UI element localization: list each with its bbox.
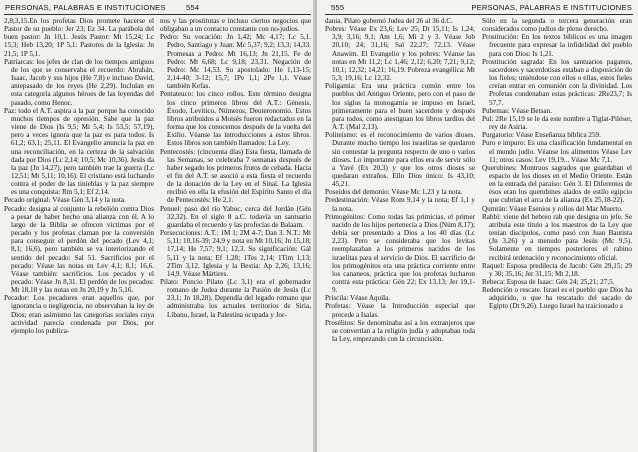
entry-text: 2,8;3,15.En los profetas Dios promete hacerse el Pastor de su pueblo: Jer 23; Ez 34. La parábola del buen pastor: Jn 10,1. Jesús Pastor: Mt 15,24; Lc 15,3; Heb 13,20; 1P 5,1: Pastores de la Iglesia: Jn 21,5; 1P 5,1. <box>4 17 154 58</box>
running-title: PERSONAS, PALABRAS E INSTITUCIONES <box>5 3 166 12</box>
entry-text: Politeísmo: es el reconocimiento de varios dioses. Durante mucho tiempo los israelitas se quedaron sin contestar la pregunta respecto de uno o varios dioses. Lo importante para ellos era de servir sólo a Yavé (Ex 20,3) y que los otros dioses se quedaran extraños. Ello Dios único: Is 43,10; 45,21. <box>325 131 475 189</box>
entry-text: Pentateuco: los cinco rollos. Este término designa los cinco primeros libros del A.T.: Génesis, Éxodo, Levítico, Números, Deuteronomio. Estos libros atribuidos a Moisés fueron redactados en la forma que los conocemos después de la vuelta del Exilio. Véanse las introducciones a estos libros. Estos libros son también llamados: La Ley. <box>160 90 311 148</box>
entry-text: Patriarcas: los jefes de clan de los tiempos antiguos de los que se conservaba el recuerdo: Abrahán, Isaac, Jacob y sus hijos (He 7,8) e incluso David, antepasado de los reyes (He 2,29). Incluían en esta categoría algunos héroes de las leyendas del pasado, como Henoc. <box>4 57 154 107</box>
entry-text: Raquel: Esposa predilecta de Jacob: Gén 29,15; 29 y 30; 35,16; Jer 31,15; Mt 2,18. <box>482 261 632 278</box>
entry-text: Priscila: Véase Aquila. <box>325 294 391 303</box>
right-page <box>317 0 638 452</box>
entry-text: Pecado original: Véase Gén 3,14 y la nota. <box>4 196 126 205</box>
entry-text: Rabbí: viene del hebreo rab que designa un jefe. Se atribuía este título a los maestros de la Ley que tenían discípulos, como pasó con Juan Bautista (Jn 3,26) y a menudo para Jesús (Mc 9,5). Solamente en tiempos posteriores el rabino recibirá ordenación y reconocimiento oficial. <box>482 212 632 262</box>
entry-text: Qumrán: Véase Esenios y rollos del Mar Muerto. <box>482 204 623 213</box>
entry-text: Prosélitos: Se denominaba así a los extranjeros que se convertían a la religión judía y adoptaban toda la Ley, empezando con la circuncisión. <box>325 318 475 344</box>
right-page-header <box>317 3 638 14</box>
page-number: 554 <box>186 3 200 12</box>
entry-text: nos y las prostitutas e incluso ciertos negocios que obligaban a un contacto constante con no-judíos. <box>160 17 311 34</box>
entry-text: Querubines: Montruos sagrados que guardaban el espacio de los dioses en el Medio Oriente. Están en la entrada del paraíso: Gén 3. El Diferentes de ésos eran los querubines alados de estilo egipcio que cubrían el arca de la alianza (Ex 25,18-22). <box>482 163 632 205</box>
entry-text: Prostitución: En los textos bíblicos es una imagen frecuente para expresar la infidelidad del pueblo para con Dios: Is 1,21. <box>482 33 632 58</box>
entry-text: Puro e impuro: Es una clasificación fundamental en el mundo judío. Véanse los alimentos Véase Lev 11; otros casos: Lev 19,19... Véase Mc 7,1. <box>482 139 632 164</box>
page-number: 555 <box>331 3 345 12</box>
entry-text: Profetas: Véase la Introducción especial que precede a Isaías. <box>325 302 475 319</box>
entry-text: Pecado: designa al conjunto la rebelión contra Dios a pesar de haber hecho una alianza con él. A lo largo de la Biblia se ofrecen víctimas por el pecado y los profetas claman por la conversión para conseguir el perdón del pecado (Lev 4,1; 8,1; 16,6), pero también se va interiorizando el sentido del pecado: Sal 51. Sacrificios por el pecado: Véase las notas en Lev 4,1; 8,1; 16,6. Véase también: sacrificios. Los pecados y el pecado: Véase Jn 8,31. El perdón de los pecados: Mt 18,18 y las notas en Jn 20,19 y Jn 5,16. <box>4 204 154 295</box>
entry-text: Prostitución sagrada: En los santuarios paganos, sacerdotes y sacerdotisas estaban a disposición de los fieles; uniéndose con ellos o ellas, estos fieles creían entrar en comunión con la divinidad. Los Profetas condenaban estas prácticas: 2Re23,7; Is 57,7. <box>482 57 632 107</box>
entry-text: Purgatorio: Véase Enseñanza bíblica 259. <box>482 131 601 140</box>
entry-text: Predestinación: Véase Rom 9,14 y la nota; Ef 1,1 y la nota. <box>325 196 475 213</box>
entry-text: Pul: 2Re 15,19 se le da este nombre a Tiglat-Piléser, rey de Asiria. <box>482 114 632 132</box>
entry-text: Poseídos del demonio: Véase Mc 1,23 y la nota. <box>325 188 463 197</box>
entry-text: Pubemas: Véase Betsan. <box>482 106 552 115</box>
entry-text: Primogénitos: Como todas las primicias, el primer nacido de los hijos pertenecía a Dios (Núm 8,17); debía ser presentado a Dios a los 40 días (Lc 2,23). Pero se consideraba que los levitas reemplazaban a los primeros nacidos de los israelitas para el servicio de Dios. El sacrificio de los primogénitos era una práctica corriente entre los cananeos, práctica que los profetas lucharon contra esta práctica: Gén 22; Ex 13,13; Jer 19,1-9. <box>325 212 475 295</box>
entry-text: Poligamia: Era una práctica común entre los pueblos del Antiguo Oriente, pero con el paso de los siglos la monogamia se impuso en Israel, primeramente para el buen sacerdote y después para todos, como atestiguan los libros tardíos del A.T. (Mal 2,13). <box>325 82 475 132</box>
running-title: PERSONAS, PALABRAS E INSTITUCIONES <box>471 3 632 12</box>
header-rule <box>4 14 311 15</box>
left-page <box>0 0 316 452</box>
entry-text: Pecador: Los pecadores eran aquellos que, por ignorancia o negligencia, no observaban la ley de Dios; eran asimismo las categorías sociales cuya actividad parecía condenada por Dios, por ejemplo los publica- <box>4 294 154 335</box>
entry-text: Pedro: Su vocación: Jn 1,42; Mc 4,17; Lc 5,1. Pedro, Santiago y Juan: Mc 5,37; 9,2; 13,3; 14,33. Promesas a Pedro: Mt 16,13; Jn 21,15. Fe de Pedro: Mt 6,68; Lc 9,18; 23,31. Negación de Pedro: Mc 14,53. Su apostolado: He 1,13-15; 2,14-40; 3-12; 15,7; 1Pe 1,1; 2Pe 1,1. Véase también Kefas. <box>160 33 311 91</box>
entry-text: Paz: todo el A.T. aspira a la paz porque ha conocido muchos tiempos de opresión. Sabe que la paz viene de Dios (Is 9,5; Mi 5,4; Is 53,5; 57,19), pero a veces ignora que la paz es para todos: Is 61,2; 63,1; 25,11. El Evangelio anuncia la paz en una reconciliación, en la certeza de la salvación dada por Dios (Lc 2,14; 10,5; Mc 10,36). Jesús da la paz (Jn 14,27), pero también trae la guerra (Lc 12,51; Mt 5,11; 10,16). El cristiano está luchando contra el poder de las tinieblas y la paz siempre es una conquista: Rm 5,1; Ef 2,14. <box>4 106 154 197</box>
left-page-header <box>0 3 316 14</box>
left-page-column-2 <box>160 17 311 452</box>
entry-text: dania. Pilato gobernó Judea del 26 al 36 d.C. <box>325 17 453 25</box>
entry-text: Sólo en la segunda o tercera generación eran considerados como judíos de pleno derecho. <box>482 17 632 34</box>
entry-text: Persecuciones: A.T.: 1M 1; 2M 4-7; Dan 3. N.T.: Mt 5,11; 10,16-39; 24,9 y nota en Mt 10,16; Jn 15,18; 17,14; He 7,57; 9,1; 12,3. Su significación: Gál 5,11 y la nota; Ef 1,28; 1Tes 2,14; 1Tim 1,13; 2Tim 3,12. Iglesia y la Bestia: Ap 2,26; 13,16; 14,9. Véase Mártires. <box>160 229 311 278</box>
right-page-column-2 <box>482 17 632 452</box>
entry-text: Redención o rescate. Israel es el pueblo que Dios ha adquirido, o que ha rescatado del sacado de Egipto (Dt 9,26). Luego Israel ha traicionado a <box>482 286 632 311</box>
entry-text: Rebeca: Esposa de Isaac: Gén 24; 25,21; 27,5. <box>482 278 615 286</box>
left-page-column-1 <box>4 17 154 452</box>
entry-text: Penuel: paso del río Yaboc, cerca del Jordán (Gén 32,32). En el siglo 8 a.C. todavía un santuario guardaba el recuerdo y las profecías de Balaam. <box>160 204 311 229</box>
entry-text: Pentecostés: (cincuenta días) Esta fiesta, llamada de las Semanas, se celebraba 7 semanas después de haber segado los primeros frutos de cebada. Hacia el fin del A.T. se asoció a esta fiesta el recuerdo de la donación de la Ley en el Sinaí. La Iglesia recibió en ella la efusión del Espíritu Santo el día de Pentecostés: He 2,1. <box>160 147 311 205</box>
entry-text: Pilato: Poncio Pilato (Lc 3,1) era el gobernador romano de Judea durante la Pasión de Jesús (Lc 23,1; Jn 18,28). Dependía del legado romano que administraba los actuales territorios de Siria, Líbano, Israel, la Palestina ocupada y Jor- <box>160 278 311 319</box>
entry-text: Pobres: Véase Ex 23,6; Lev 25; Dt 15,11; Is 1,24; 3,9; 3,16; 9,1; Am 1,6; Mi 2 y 3. Véase Job 20,10; 24; 31,16; Sal 22,27; 72,13. Véase Anawim. El Evangelio y los pobres: Véanse las notas en Mt 11,2; Lc 1,46; 2,12; 6,20; 7,21; 9,12; 10,1; 12,32; 14,21; 16,19. Pobreza evangélica: Mt 5,3; 19,16; Lc 12,32. <box>325 25 475 83</box>
right-page-column-1 <box>325 17 475 452</box>
header-rule <box>325 14 633 15</box>
